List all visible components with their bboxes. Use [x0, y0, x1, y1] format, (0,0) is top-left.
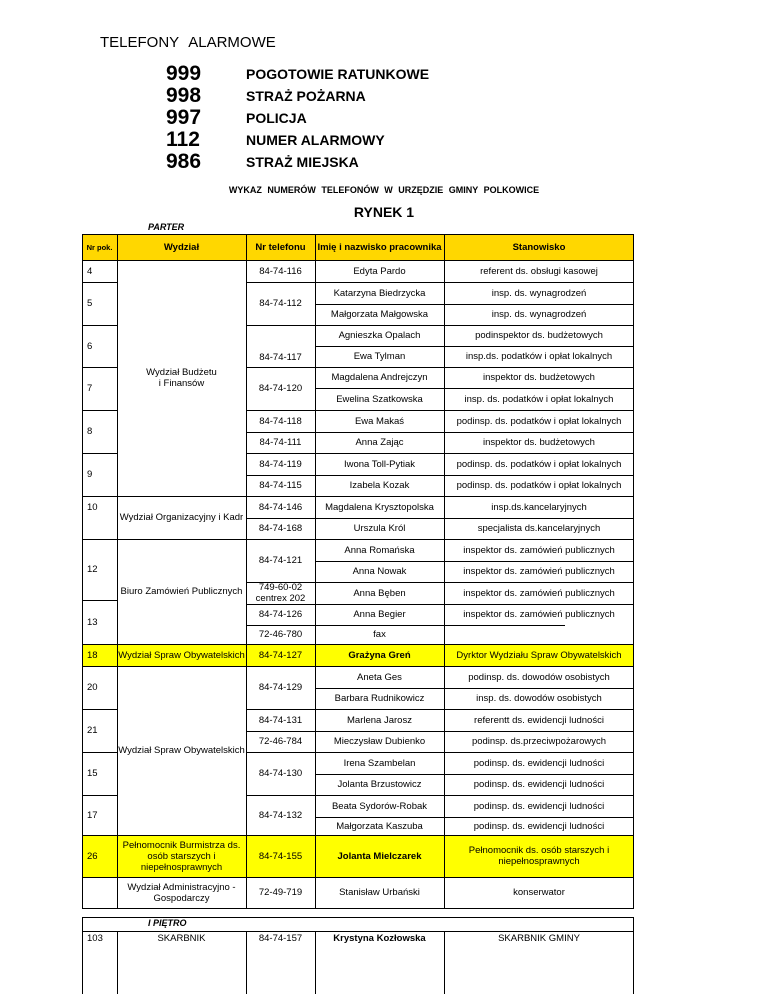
phone-number: 84-74-155	[258, 850, 303, 862]
staff-name: Jolanta Mielczarek	[337, 850, 422, 862]
staff-name: Jolanta Brzustowicz	[337, 779, 422, 790]
phone-number: 84-74-118	[259, 415, 302, 427]
phone-number: 84-74-132	[258, 809, 303, 821]
department-cell: Wydział Spraw Obywatelskich	[118, 649, 245, 661]
staff-position: podinsp. ds.przeciwpożarowych	[471, 736, 607, 747]
phone-number: 84-74-120	[258, 383, 303, 394]
staff-position: insp.ds. podatków i opłat lokalnych	[465, 351, 613, 362]
staff-position: podinsp. ds. ewidencji ludności	[473, 779, 605, 790]
phone-number: 84-74-146	[258, 501, 303, 513]
staff-name: Urszula Król	[353, 523, 406, 534]
phone-number: 84-74-126	[258, 609, 303, 620]
phone-number: 84-74-119	[259, 458, 302, 470]
room-number: 5	[87, 298, 93, 309]
department-cell: Pełnomocnik Burmistrza ds. osób starszych i niepełnosprawnych	[122, 839, 241, 873]
staff-name: Magdalena Krysztopolska	[325, 501, 434, 513]
staff-name: Ewa Makaś	[354, 415, 405, 427]
staff-name: Anna Bęben	[353, 587, 406, 599]
room-number: 13	[87, 616, 98, 628]
room-number: 8	[87, 426, 93, 437]
staff-name: Edyta Pardo	[353, 265, 406, 277]
staff-position: inspektor ds. zamówień publicznych	[463, 544, 615, 556]
phone-number: 749-60-02 centrex 202	[255, 582, 306, 604]
phone-number: 84-74-168	[258, 523, 303, 534]
phone-number: 84-74-121	[258, 555, 303, 566]
staff-name: Katarzyna Biedrzycka	[333, 287, 426, 299]
emergency-number: 999	[166, 62, 202, 85]
room-number: 12	[87, 564, 98, 575]
staff-name: Anna Zając	[355, 437, 404, 448]
staff-position: Pełnomocnik ds. osób starszych i niepełnosprawnych	[468, 845, 610, 867]
staff-position: SKARBNIK GMINY	[498, 932, 580, 944]
staff-name: Mieczysław Dubienko	[333, 736, 426, 747]
phone-number: 84-74-117	[259, 352, 302, 363]
staff-name: Grażyna Greń	[348, 649, 411, 661]
phone-number: 84-74-112	[259, 298, 302, 309]
phone-number: 84-74-130	[258, 768, 303, 779]
emergency-number: 986	[166, 150, 202, 173]
staff-position: insp. ds. dowodów osobistych	[476, 693, 602, 704]
section-label-parter: PARTER	[148, 222, 185, 232]
department-cell: SKARBNIK	[157, 932, 206, 944]
room-number: 103	[87, 932, 103, 944]
phone-table	[82, 234, 634, 994]
emergency-label: POLICJA	[246, 110, 307, 126]
emergency-label: STRAŻ MIEJSKA	[246, 154, 359, 170]
header-phone: Nr telefonu	[255, 241, 306, 253]
staff-position: podinsp. ds. podatków i opłat lokalnych	[456, 480, 622, 491]
staff-name: Irena Szambelan	[343, 757, 416, 769]
room-number: 7	[87, 383, 93, 394]
staff-name: Iwona Toll-Pytiak	[343, 458, 416, 470]
staff-position: konserwator	[513, 887, 565, 898]
header-department: Wydział	[163, 241, 200, 253]
staff-position: insp. ds. wynagrodzeń	[491, 309, 587, 320]
section-label-pietro: I PIĘTRO	[148, 918, 187, 928]
header-position: Stanowisko	[512, 241, 566, 253]
staff-name: Magdalena Andrejczyn	[331, 372, 428, 383]
room-number: 6	[87, 340, 93, 352]
emergency-number: 112	[166, 128, 200, 151]
staff-name: Krystyna Kozłowska	[333, 932, 426, 944]
room-number: 4	[87, 265, 93, 277]
staff-position: podinsp. ds. dowodów osobistych	[468, 671, 610, 683]
department-cell: Wydział Organizacyjny i Kadr	[119, 512, 244, 523]
phone-number: 72-46-784	[258, 736, 303, 747]
list-title: WYKAZ NUMERÓW TELEFONÓW W URZĘDZIE GMINY POLKOWICE	[228, 185, 540, 195]
staff-name: Anna Nowak	[352, 566, 407, 577]
staff-name: Anna Romańska	[344, 544, 415, 556]
staff-name: Agnieszka Opalach	[338, 330, 421, 341]
staff-position: podinspektor ds. budżetowych	[475, 330, 603, 341]
phone-number: 84-74-115	[259, 480, 302, 491]
department-cell: Biuro Zamówień Publicznych	[120, 586, 243, 597]
staff-name: Barbara Rudnikowicz	[334, 693, 425, 704]
staff-name: Ewelina Szatkowska	[336, 393, 423, 405]
staff-position: podinsp. ds. ewidencji ludności	[473, 800, 605, 812]
staff-name: Anna Begier	[353, 609, 406, 620]
staff-position: Dyrktor Wydziału Spraw Obywatelskich	[456, 649, 622, 661]
room-number: 21	[87, 725, 98, 736]
room-number: 20	[87, 682, 98, 693]
staff-position: inspektor ds. budżetowych	[483, 437, 595, 448]
page-title: TELEFONY ALARMOWE	[100, 34, 276, 51]
phone-number: 72-46-780	[258, 629, 303, 640]
staff-name: Marlena Jarosz	[347, 714, 412, 726]
staff-name: fax	[373, 629, 386, 640]
staff-position: podinsp. ds. podatków i opłat lokalnych	[456, 458, 622, 470]
staff-position: podinsp. ds. ewidencji ludności	[473, 757, 605, 769]
staff-position: inspektor ds. zamówień publicznych	[463, 609, 615, 620]
staff-position: specjalista ds.kancelaryjnych	[477, 523, 601, 534]
room-number: 17	[87, 809, 98, 821]
department-cell: Wydział Spraw Obywatelskich	[118, 745, 245, 756]
phone-number: 72-49-719	[258, 887, 303, 898]
staff-position: inspektor ds. zamówień publicznych	[463, 566, 615, 577]
staff-position: insp. ds. wynagrodzeń	[491, 287, 587, 299]
staff-name: Stanisław Urbański	[339, 887, 420, 898]
header-room: Nr pok.	[86, 242, 113, 252]
staff-position: podinsp. ds. podatków i opłat lokalnych	[456, 415, 622, 427]
staff-position: podinsp. ds. ewidencji ludności	[473, 820, 605, 832]
phone-number: 84-74-111	[259, 437, 302, 448]
emergency-number: 998	[166, 84, 202, 107]
staff-name: Aneta Ges	[357, 671, 402, 683]
emergency-number: 997	[166, 106, 202, 129]
building-heading: RYNEK 1	[353, 204, 415, 220]
department-cell: Wydział Budżetu i Finansów	[146, 367, 217, 389]
department-cell: Wydział Administracyjno - Gospodarczy	[127, 881, 236, 904]
room-number: 18	[87, 649, 98, 661]
staff-name: Małgorzata Kaszuba	[336, 820, 423, 832]
staff-name: Izabela Kozak	[349, 480, 410, 491]
phone-number: 84-74-129	[258, 682, 303, 693]
staff-name: Ewa Tylman	[353, 351, 406, 362]
phone-number: 84-74-116	[259, 265, 302, 277]
staff-position: inspektor ds. zamówień publicznych	[463, 587, 615, 599]
emergency-label: STRAŻ POŻARNA	[246, 88, 366, 104]
staff-position: insp.ds.kancelaryjnych	[491, 501, 587, 513]
staff-position: inspektor ds. budżetowych	[483, 372, 595, 383]
phone-number: 84-74-131	[258, 714, 303, 726]
staff-position: insp. ds. podatków i opłat lokalnych	[464, 393, 614, 405]
staff-position: referent ds. obsługi kasowej	[480, 265, 598, 277]
room-number: 10	[87, 502, 98, 513]
phone-number: 84-74-157	[258, 932, 303, 944]
emergency-label: POGOTOWIE RATUNKOWE	[246, 66, 430, 82]
staff-name: Małgorzata Małgowska	[330, 309, 429, 320]
room-number: 15	[87, 768, 98, 779]
emergency-label: NUMER ALARMOWY	[246, 132, 385, 148]
staff-name: Beata Sydorów-Robak	[331, 800, 428, 812]
room-number: 26	[87, 850, 98, 862]
header-name: Imię i nazwisko pracownika	[317, 241, 442, 253]
phone-number: 84-74-127	[258, 649, 303, 661]
room-number: 9	[87, 469, 93, 480]
staff-position: referentt ds. ewidencji ludności	[474, 714, 604, 726]
